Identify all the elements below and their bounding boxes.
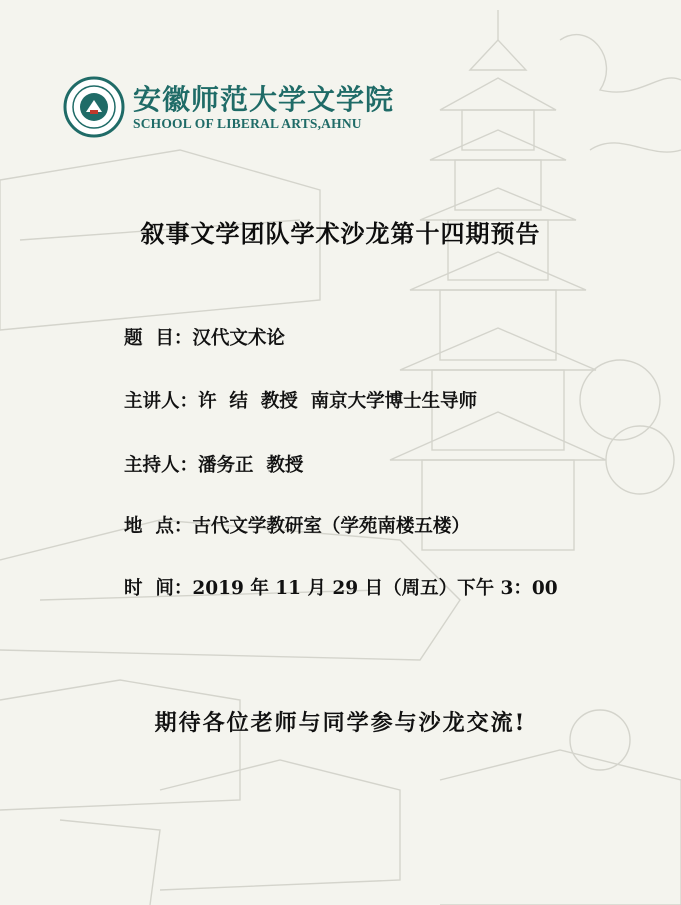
speaker-value: 许 结 教授 南京大学博士生导师 <box>198 391 478 412</box>
time-line <box>124 574 558 600</box>
school-logo <box>63 74 393 138</box>
topic-line <box>124 324 285 350</box>
speaker-line <box>124 387 477 413</box>
page-title: 叙事文学团队学术沙龙第十四期预告 <box>140 219 541 248</box>
venue-line <box>124 512 470 538</box>
time-label: 时 间： <box>124 578 193 599</box>
venue-label: 地 点： <box>124 516 193 537</box>
host-label: 主持人： <box>124 455 199 476</box>
topic-label: 题 目： <box>124 328 193 349</box>
time-value: 2019 年 11 月 29 日（周五）下午 3：00 <box>192 578 558 599</box>
university-seal-icon <box>63 76 125 138</box>
host-line <box>124 451 303 477</box>
topic-value: 汉代文术论 <box>192 328 285 349</box>
school-name-cn: 安徽师范大学文学院 <box>133 83 395 116</box>
speaker-label: 主讲人： <box>124 391 199 412</box>
closing-message: 期待各位老师与同学参与沙龙交流! <box>154 710 527 736</box>
school-name-en: SCHOOL OF LIBERAL ARTS,AHNU <box>133 116 362 131</box>
host-value: 潘务正 教授 <box>198 455 304 476</box>
venue-value: 古代文学教研室（学苑南楼五楼） <box>192 516 470 537</box>
